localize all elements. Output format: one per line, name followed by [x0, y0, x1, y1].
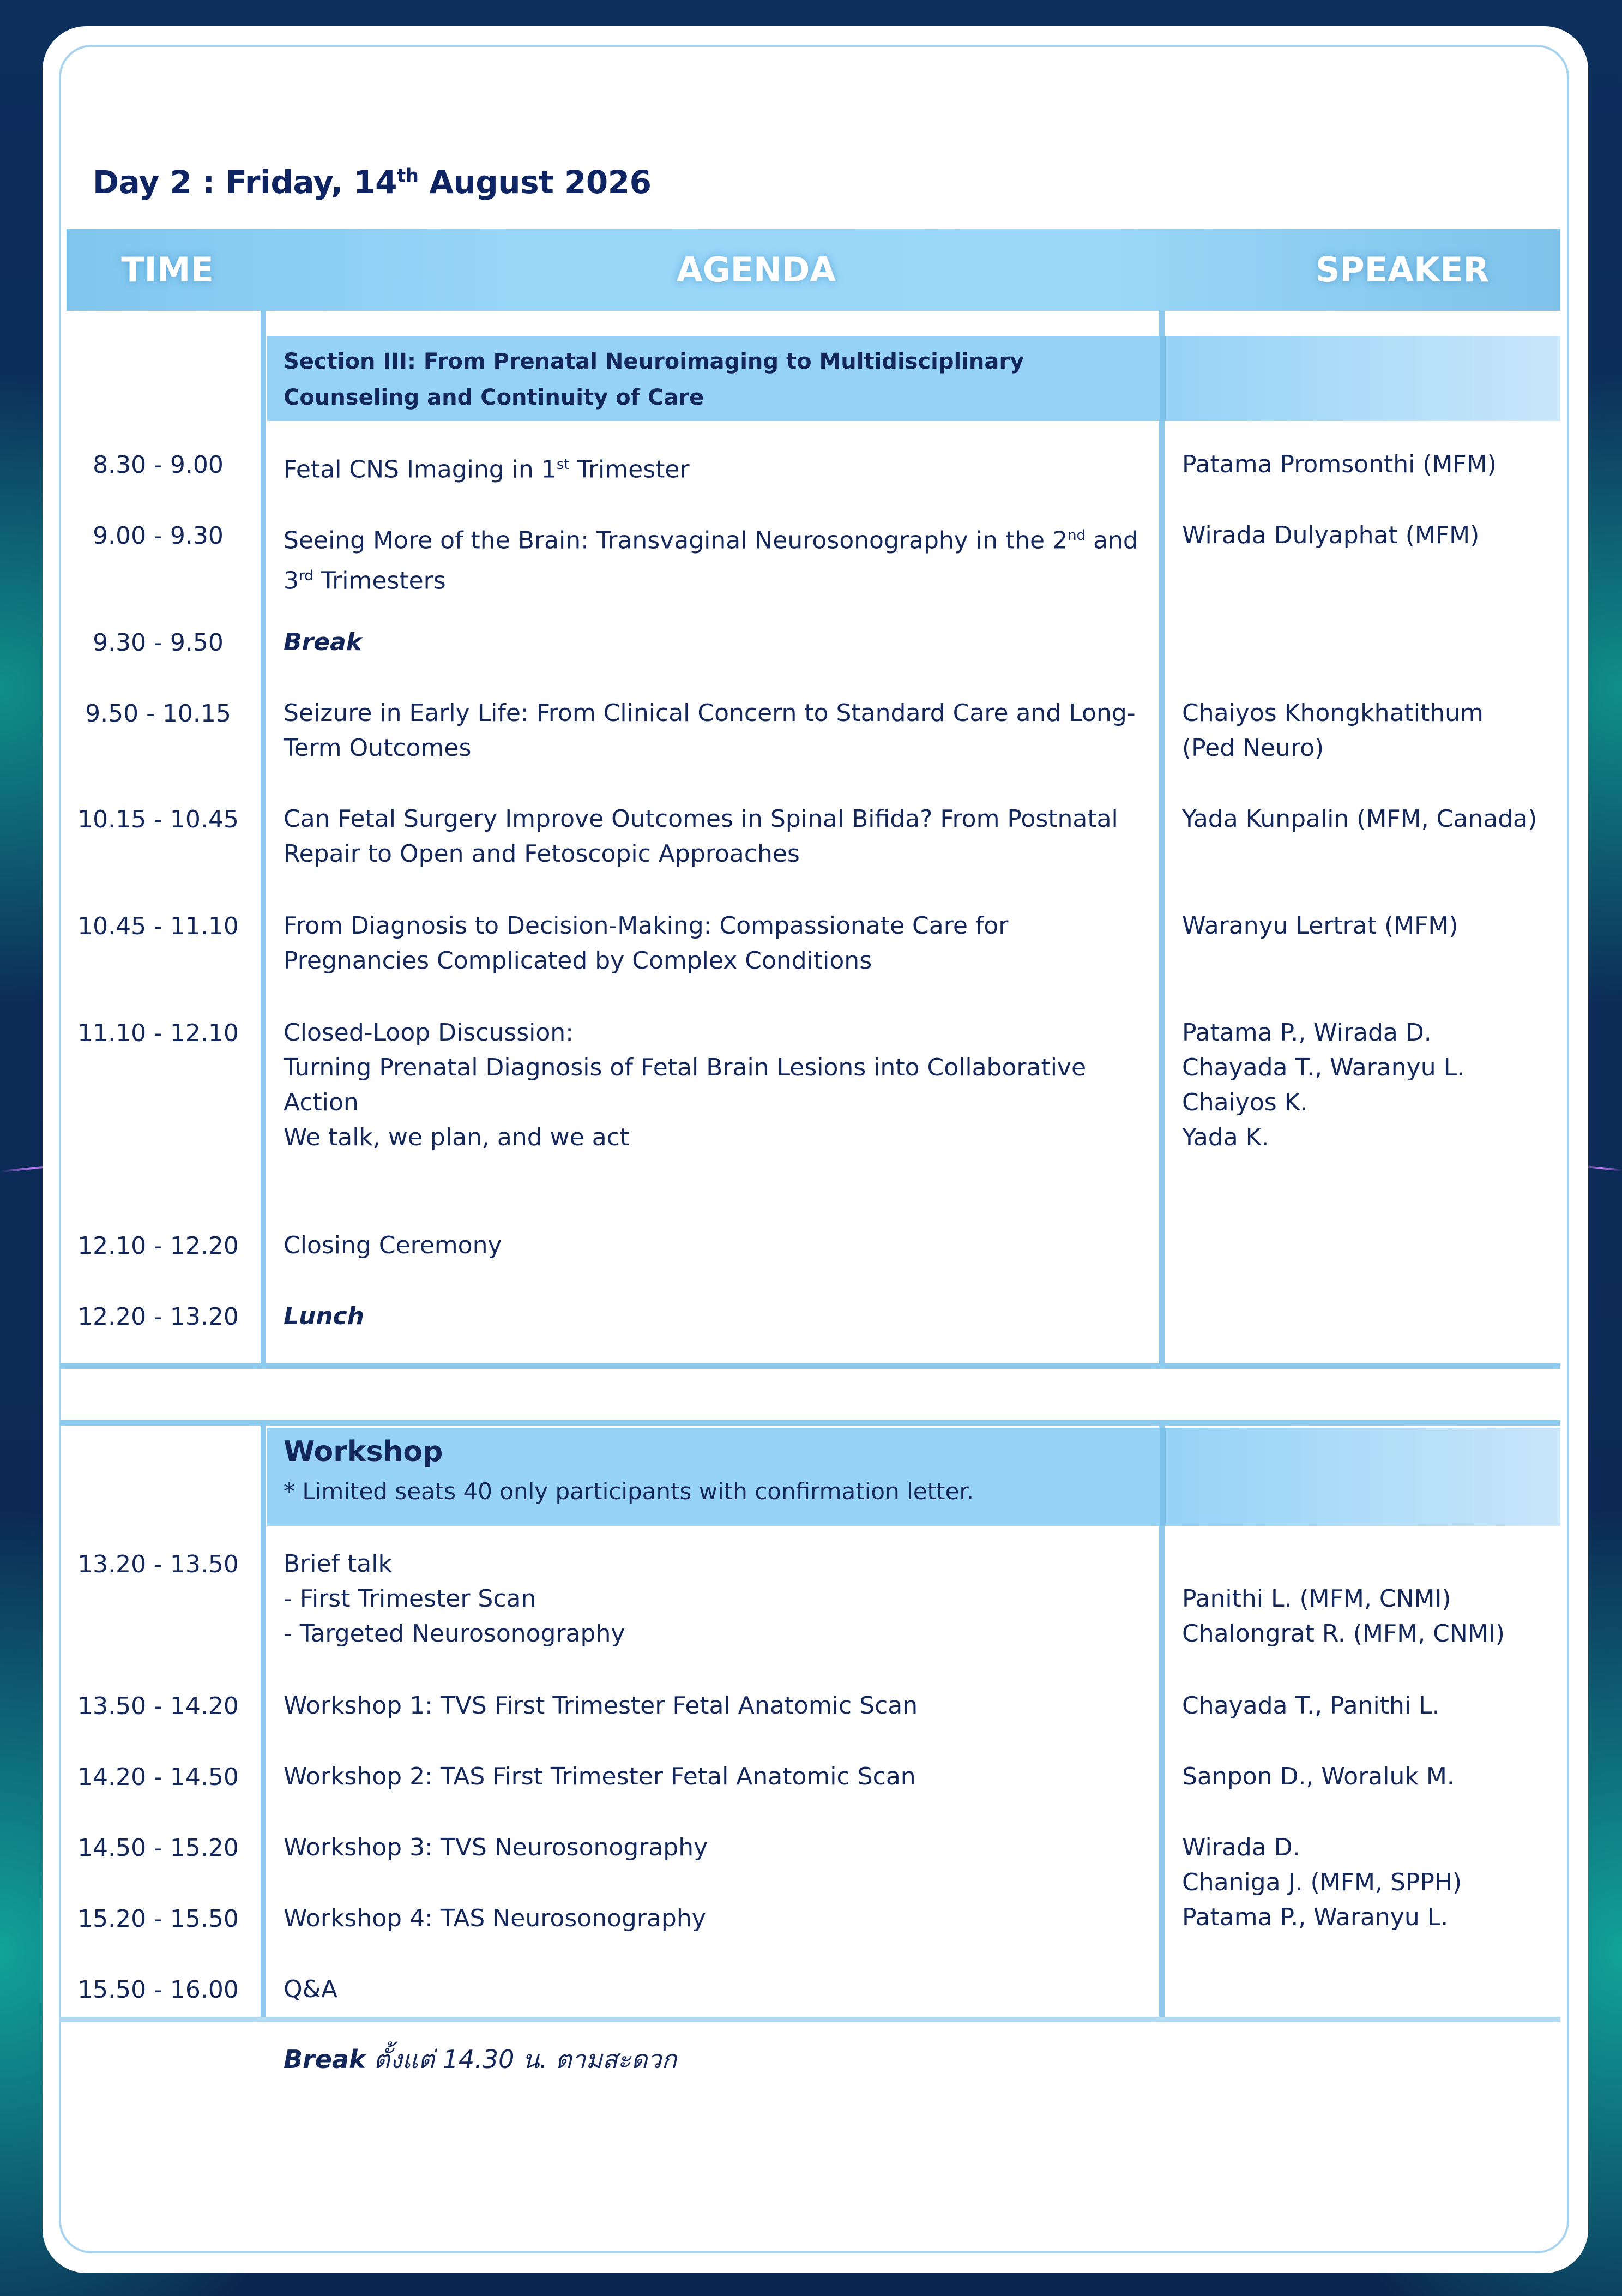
row-time: 15.20 - 15.50 — [77, 1905, 239, 1933]
workshop-bottom-rule — [60, 2017, 1560, 2022]
row-time: 14.20 - 14.50 — [77, 1763, 239, 1791]
workshop-note: * Limited seats 40 only participants with confirmation letter. — [284, 1478, 974, 1505]
row-agenda: Can Fetal Surgery Improve Outcomes in Spinal Bifida? From Postnatal Repair to Open and Fetoscopic Approaches — [284, 805, 1118, 868]
row-time: 15.50 - 16.00 — [77, 1976, 239, 2004]
row-speaker: Panithi L. (MFM, CNMI) Chalongrat R. (MFM, CNMI) — [1182, 1585, 1505, 1648]
row-agenda: Closed-Loop Discussion: Turning Prenatal Diagnosis of Fetal Brain Lesions into Collaborative Action We talk, we plan, and we act — [284, 1019, 1087, 1151]
row-speaker: Chaiyos Khongkhatithum (Ped Neuro) — [1182, 699, 1484, 762]
header-time: TIME — [121, 250, 214, 290]
row-agenda: Seeing More of the Brain: Transvaginal Neurosonography in the 2nd and 3rd Trimesters — [284, 526, 1138, 595]
row-time: 10.45 - 11.10 — [77, 912, 239, 940]
row-agenda: Fetal CNS Imaging in 1st Trimester — [284, 455, 690, 484]
row-agenda: Workshop 2: TAS First Trimester Fetal Anatomic Scan — [284, 1763, 916, 1790]
row-speaker: Patama Promsonthi (MFM) — [1182, 450, 1497, 478]
row-agenda: Seizure in Early Life: From Clinical Concern to Standard Care and Long-Term Outcomes — [284, 699, 1136, 762]
row-time: 9.50 - 10.15 — [85, 700, 231, 728]
row-agenda-lunch: Lunch — [284, 1302, 365, 1330]
row-speaker: Yada Kunpalin (MFM, Canada) — [1182, 805, 1537, 833]
band-divider — [1160, 1428, 1166, 1526]
table-bottom-rule — [60, 1363, 1560, 1369]
row-time: 10.15 - 10.45 — [77, 806, 239, 833]
row-agenda-break: Break — [284, 628, 363, 656]
day-title: Day 2 : Friday, 14th August 2026 — [93, 164, 652, 201]
row-agenda: Workshop 3: TVS Neurosonography — [284, 1834, 708, 1861]
band-divider — [1160, 336, 1166, 421]
row-time: 13.20 - 13.50 — [77, 1550, 239, 1578]
row-speaker: Wirada Dulyaphat (MFM) — [1182, 521, 1480, 549]
row-agenda: Workshop 1: TVS First Trimester Fetal Anatomic Scan — [284, 1692, 918, 1720]
row-time: 8.30 - 9.00 — [93, 451, 224, 479]
row-agenda: Workshop 4: TAS Neurosonography — [284, 1904, 706, 1932]
row-time: 14.50 - 15.20 — [77, 1834, 239, 1862]
row-speaker: Chayada T., Panithi L. — [1182, 1692, 1440, 1720]
section-title: Section III: From Prenatal Neuroimaging to Multidisciplinary Counseling and Continuity of Care — [284, 349, 1024, 410]
header-speaker: SPEAKER — [1315, 250, 1490, 290]
row-agenda: From Diagnosis to Decision-Making: Compassionate Care for Pregnancies Complicated by Complex Conditions — [284, 912, 1009, 975]
column-divider-time — [261, 311, 266, 1365]
workshop-title: Workshop — [284, 1435, 443, 1468]
row-agenda: Q&A — [284, 1975, 338, 2003]
workshop-band — [267, 1428, 1560, 1526]
row-time: 9.30 - 9.50 — [93, 629, 224, 657]
row-time: 12.20 - 13.20 — [77, 1303, 239, 1331]
row-time: 12.10 - 12.20 — [77, 1232, 239, 1260]
row-time: 13.50 - 14.20 — [77, 1692, 239, 1720]
break-footnote: Break ตั้งแต่ 14.30 น. ตามสะดวก — [284, 2045, 677, 2074]
column-divider-time — [261, 1426, 266, 2017]
row-agenda: Closing Ceremony — [284, 1231, 502, 1259]
table-header — [67, 229, 1560, 311]
workshop-top-rule — [60, 1420, 1560, 1426]
row-speaker: Sanpon D., Woraluk M. — [1182, 1763, 1455, 1790]
row-speaker: Wirada D. Chaniga J. (MFM, SPPH) Patama P., Waranyu L. — [1182, 1834, 1462, 1931]
header-agenda: AGENDA — [676, 250, 836, 290]
row-speaker: Waranyu Lertrat (MFM) — [1182, 912, 1458, 940]
row-agenda: Brief talk - First Trimester Scan - Targeted Neurosonography — [284, 1550, 625, 1648]
row-time: 9.00 - 9.30 — [93, 522, 224, 550]
row-speaker: Patama P., Wirada D. Chayada T., Waranyu L. Chaiyos K. Yada K. — [1182, 1019, 1465, 1151]
column-divider-speaker — [1159, 311, 1165, 1365]
row-time: 11.10 - 12.10 — [77, 1019, 239, 1047]
section-band — [267, 336, 1560, 421]
